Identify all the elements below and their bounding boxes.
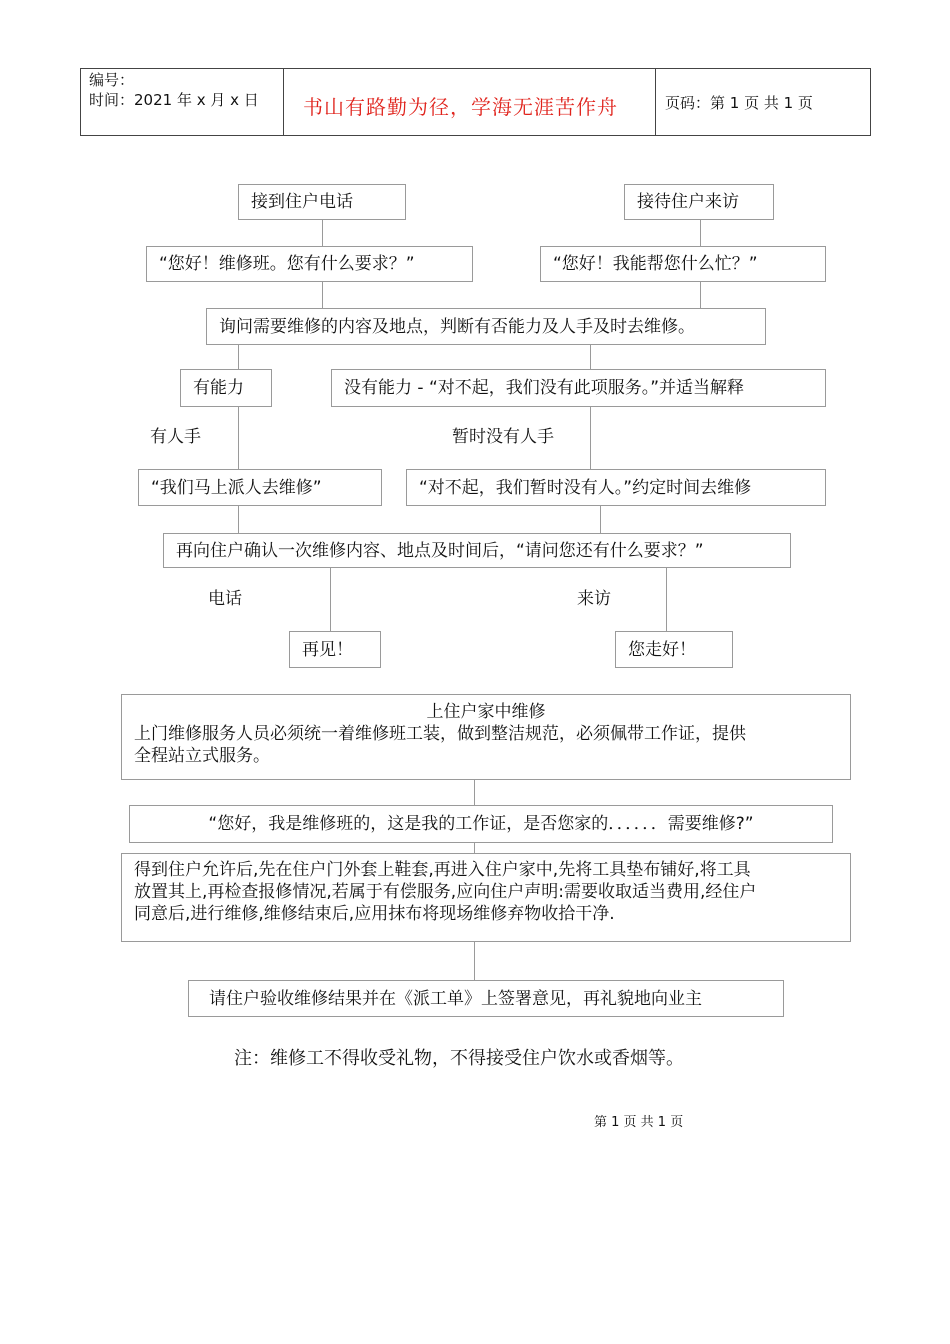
- connector-line: [322, 282, 323, 308]
- header-divider: [655, 69, 656, 135]
- phone-call-box: 接到住户电话: [238, 184, 406, 220]
- footer-page-number: 第 1 页 共 1 页: [594, 1115, 684, 1130]
- connector-line: [238, 407, 239, 469]
- visit-label: 来访: [577, 589, 611, 609]
- schedule-box: “对不起，我们暂时没有人。”约定时间去维修: [406, 469, 826, 506]
- connector-line: [474, 942, 475, 980]
- connector-line: [590, 345, 591, 369]
- header-left-cell: [89, 69, 279, 135]
- inquiry-box: 询问需要维修的内容及地点，判断有否能力及人手及时去维修。: [206, 308, 766, 345]
- take-care-box: 您走好！: [615, 631, 733, 668]
- process-box: [121, 853, 851, 942]
- no-staff-label: 暂时没有人手: [452, 427, 554, 447]
- process-line: 放置其上,再检查报修情况,若属于有偿服务,应向住户声明:需要收取适当费用,经住户: [134, 882, 757, 902]
- not-capable-box: 没有能力 - “对不起，我们没有此项服务。”并适当解释: [331, 369, 826, 407]
- door-greeting-box: “您好，我是维修班的，这是我的工作证，是否您家的．．．．．．需要维修?”: [129, 805, 833, 843]
- note: 注：维修工不得收受礼物，不得接受住户饮水或香烟等。: [234, 1048, 684, 1069]
- connector-line: [238, 345, 239, 369]
- number-label: 编号：: [89, 71, 135, 89]
- visit-greeting-box: “您好！我能帮您什么忙？”: [540, 246, 826, 282]
- header-divider: [283, 69, 284, 135]
- dispatch-box: “我们马上派人去维修”: [138, 469, 382, 506]
- connector-line: [238, 506, 239, 533]
- phone-label: 电话: [208, 589, 242, 609]
- bye-box: 再见！: [289, 631, 381, 668]
- onsite-line: 全程站立式服务。: [134, 746, 270, 766]
- connector-line: [322, 220, 323, 246]
- page-info: 页码：第 1 页 共 1 页: [665, 94, 813, 112]
- connector-line: [700, 220, 701, 246]
- connector-line: [700, 282, 701, 308]
- phone-greeting-box: “您好！维修班。您有什么要求？”: [146, 246, 473, 282]
- time-label: 时间：2021 年 x 月 x 日: [89, 91, 259, 109]
- connector-line: [666, 568, 667, 631]
- header-table: [80, 68, 871, 136]
- onsite-box: [121, 694, 851, 780]
- connector-line: [600, 506, 601, 533]
- motto: 书山有路勤为径，学海无涯苦作舟: [303, 95, 618, 119]
- onsite-title: 上住户家中维修: [426, 702, 546, 722]
- acceptance-box: 请住户验收维修结果并在《派工单》上签署意见，再礼貌地向业主: [188, 980, 784, 1017]
- visit-box: 接待住户来访: [624, 184, 774, 220]
- process-line: 得到住户允许后,先在住户门外套上鞋套,再进入住户家中,先将工具垫布铺好,将工具: [134, 860, 751, 880]
- connector-line: [330, 568, 331, 631]
- connector-line: [474, 780, 475, 805]
- connector-line: [590, 407, 591, 469]
- connector-line: [474, 843, 475, 853]
- has-staff-label: 有人手: [150, 427, 201, 447]
- onsite-line: 上门维修服务人员必须统一着维修班工装，做到整洁规范，必须佩带工作证，提供: [134, 724, 746, 744]
- process-line: 同意后,进行维修,维修结束后,应用抹布将现场维修弃物收拾干净.: [134, 904, 615, 924]
- confirm-box: 再向住户确认一次维修内容、地点及时间后，“请问您还有什么要求？”: [163, 533, 791, 568]
- capable-box: 有能力: [180, 369, 272, 407]
